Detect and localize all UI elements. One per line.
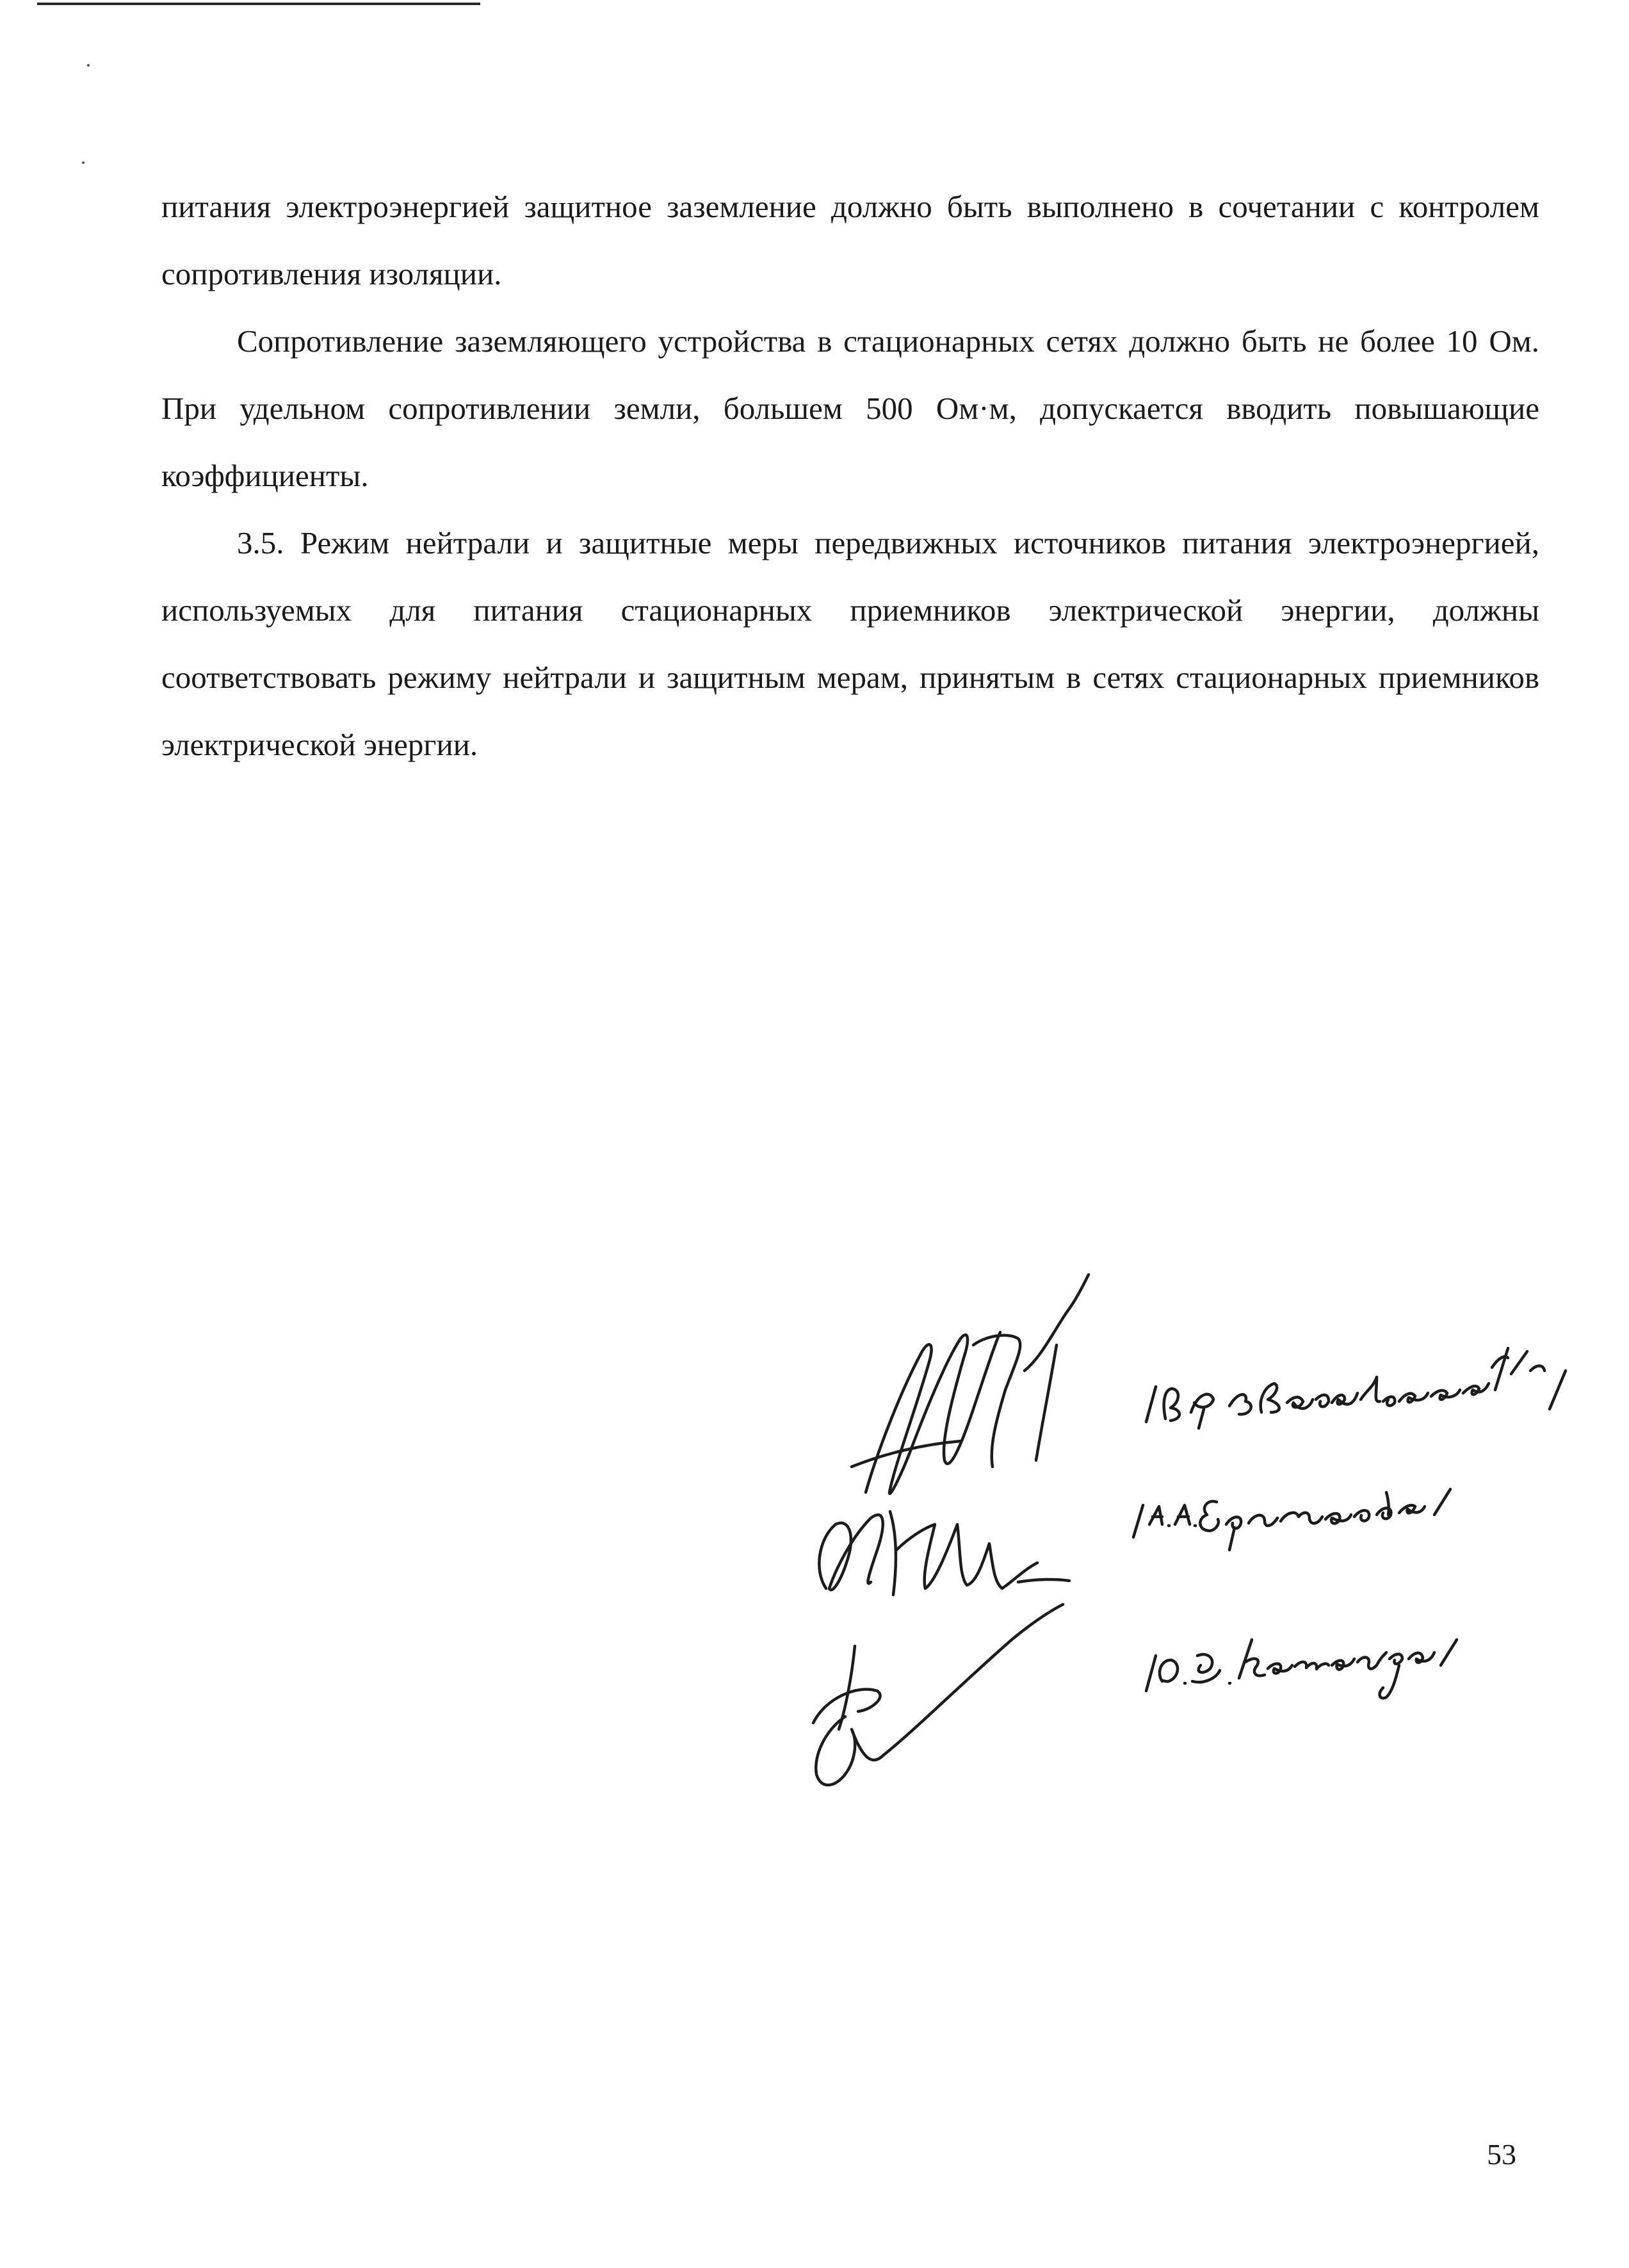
scan-speck <box>87 64 90 67</box>
page-number: 53 <box>1487 2138 1516 2171</box>
signature-name-3 <box>1146 1640 1457 1698</box>
signature-3-scribble <box>813 1604 1063 1785</box>
scan-speck <box>82 161 85 164</box>
top-edge-rule <box>37 3 480 5</box>
signature-name-2 <box>1133 1489 1450 1550</box>
document-body <box>161 173 1539 778</box>
signature-2-scribble <box>819 1512 1069 1595</box>
paragraph-3-5-neutral-mode: 3.5. Режим нейтрали и защитные меры передвижных источников питания электроэнергией, используемых для питания стационарных приемников электрической энергии, должны соответствовать режиму нейтрали и защитным мерам, принятым в сетях стационарных приемников электрической энергии. <box>161 525 1539 762</box>
paragraph-continuation: питания электроэнергией защитное заземление должно быть выполнено в сочетании с контролем сопротивления изоляции. <box>161 189 1539 291</box>
signature-1-scribble <box>852 1275 1089 1494</box>
signature-name-1 <box>1146 1348 1566 1428</box>
paragraph-grounding-resistance: Сопротивление заземляющего устройства в стационарных сетях должно быть не более 10 Ом. При удельном сопротивлении земли, большем 500 Ом·м, допускается вводить повышающие коэффициенты. <box>161 323 1539 493</box>
